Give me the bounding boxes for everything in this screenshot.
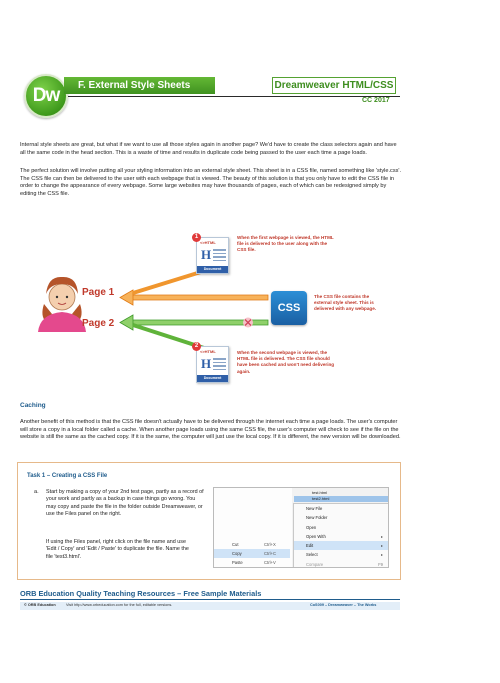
menu-item-label: Cut	[232, 542, 239, 547]
context-item-label: Select	[306, 552, 318, 558]
task-box	[17, 462, 401, 580]
files-panel-screenshot	[213, 487, 389, 568]
note-css-file: The CSS file contains the external style sheet. This is delivered with any webpage.	[314, 294, 377, 312]
menu-item-paste[interactable]	[214, 558, 290, 567]
menu-item-copy[interactable]	[214, 549, 290, 558]
footer-title: ORB Education Quality Teaching Resources – Free Sample Materials	[20, 589, 262, 598]
orange-arrow-page1	[120, 290, 268, 305]
edit-submenu	[214, 540, 290, 567]
chevron-right-icon: ▸	[380, 552, 383, 558]
doc-h-glyph: H	[201, 247, 212, 262]
html-document-icon-2	[196, 346, 229, 383]
context-item-select[interactable]	[294, 550, 388, 559]
task-instruction-b: If using the Files panel, right click on the file name and use 'Edit / Copy' and 'Edit / Paste' to duplicate the file. Name the file 'test3.html'.	[46, 539, 189, 560]
menu-shortcut: Ctrl+C	[264, 551, 276, 556]
page-2-label: Page 2	[82, 318, 115, 329]
footer-link-text: Visit http://www.orbeducation.com for the full, editable versions.	[66, 603, 173, 607]
context-menu	[293, 503, 389, 568]
file-item[interactable]: test.html	[312, 490, 328, 495]
step-badge-2: 2	[192, 342, 201, 351]
step-badge-1: 1	[192, 233, 201, 242]
footer-code: CoS009 – Dreamweaver – The Works	[310, 603, 377, 607]
task-item-letter: a.	[34, 489, 39, 495]
doc-footer-label: Document	[197, 375, 228, 382]
doc-footer-label: Document	[197, 266, 228, 273]
menu-item-label: Copy	[232, 551, 242, 556]
menu-shortcut: Ctrl+X	[264, 542, 276, 547]
note-first-page: When the first webpage is viewed, the HTML file is delivered to the user along with the CSS file.	[237, 235, 334, 253]
header-rule	[68, 96, 400, 97]
caching-paragraph: Another benefit of this method is that the CSS file doesn't actually have to be delivered through the internet each time a page loads. The user's computer will store a copy in a local folder called a cache. When another page loads using the same CSS file, the user's computer will check to see if the file on the website is still the same as the cached copy. If it is the same, the computer will just use the local copy. If it is different, the new version will be downloaded.	[20, 419, 401, 441]
context-item-open[interactable]: Open	[306, 524, 317, 530]
section-title: F. External Style Sheets	[64, 77, 215, 94]
doc-text-lines	[213, 249, 226, 263]
doc-h-glyph: H	[201, 356, 212, 371]
note-second-page: When the second webpage is viewed, the HTML file is delivered. The CSS file should have been cached and won't need delivering again.	[237, 350, 335, 374]
product-title: Dreamweaver HTML/CSS	[272, 77, 396, 94]
version-label: CC 2017	[362, 97, 390, 104]
cross-mark-icon	[243, 318, 253, 328]
menu-shortcut: Ctrl+V	[264, 560, 276, 565]
context-item-label: Edit	[306, 543, 314, 549]
page-1-label: Page 1	[82, 287, 115, 298]
caching-heading: Caching	[20, 402, 46, 409]
menu-item-label: Paste	[232, 560, 243, 565]
orange-arrow-diagonal	[133, 271, 204, 293]
footer-rule	[20, 599, 400, 600]
context-item-open-with[interactable]	[294, 532, 388, 541]
task-instruction-a: Start by making a copy of your 2nd test page, partly as a record of your work and partly as a backup in case things go wrong. You may copy and paste the file in the folder outside Dreamweaver, or use the Files panel on the right.	[46, 489, 204, 517]
html-tag-label: <>HTML	[200, 240, 216, 245]
html-tag-label: <>HTML	[200, 349, 216, 354]
context-item-new-file[interactable]: New File	[306, 506, 323, 511]
doc-text-lines	[213, 358, 226, 372]
footer-copyright: © ORB Education	[24, 603, 56, 607]
context-item-edit[interactable]	[294, 541, 388, 550]
context-item-label: Compare	[306, 561, 324, 567]
css-file-icon: CSS	[271, 291, 307, 325]
css-delivery-diagram	[0, 224, 500, 394]
intro-paragraph-1: Internal style sheets are great, but what if we want to use all those styles again in another page? We'd have to create the class selectors again and have all the same code in the head section. This is a waste of time and results in duplicate code being passed to the user each time a page loads.	[20, 142, 397, 156]
task-title: Task 1 – Creating a CSS File	[27, 473, 108, 479]
user-figure-icon	[38, 277, 86, 332]
html-document-icon-1	[196, 237, 229, 274]
file-item-selected[interactable]: test2.html	[294, 496, 388, 502]
menu-shortcut: F9	[378, 561, 383, 567]
chevron-right-icon: ▸	[380, 543, 383, 549]
menu-item-cut[interactable]	[214, 540, 290, 549]
dreamweaver-logo: Dw	[24, 74, 68, 118]
file-tree	[294, 490, 388, 502]
context-item-compare[interactable]	[294, 560, 388, 568]
context-item-new-folder[interactable]: New Folder	[306, 515, 328, 521]
chevron-right-icon: ▸	[380, 533, 383, 539]
intro-paragraph-2: The perfect solution will involve putting all your styling information into an external style sheet. This sheet is in a CSS file, named something like 'style.css'. The CSS file can then be delivered to the user with each webpage that is viewed. The beauty of this solution is that you only have to edit the CSS file in order to change the appearance of every webpage. Some large websites may have thousands of pages, each of which can be redesigned simply by editing the CSS file.	[20, 168, 402, 197]
context-item-label: Open With	[306, 533, 326, 539]
